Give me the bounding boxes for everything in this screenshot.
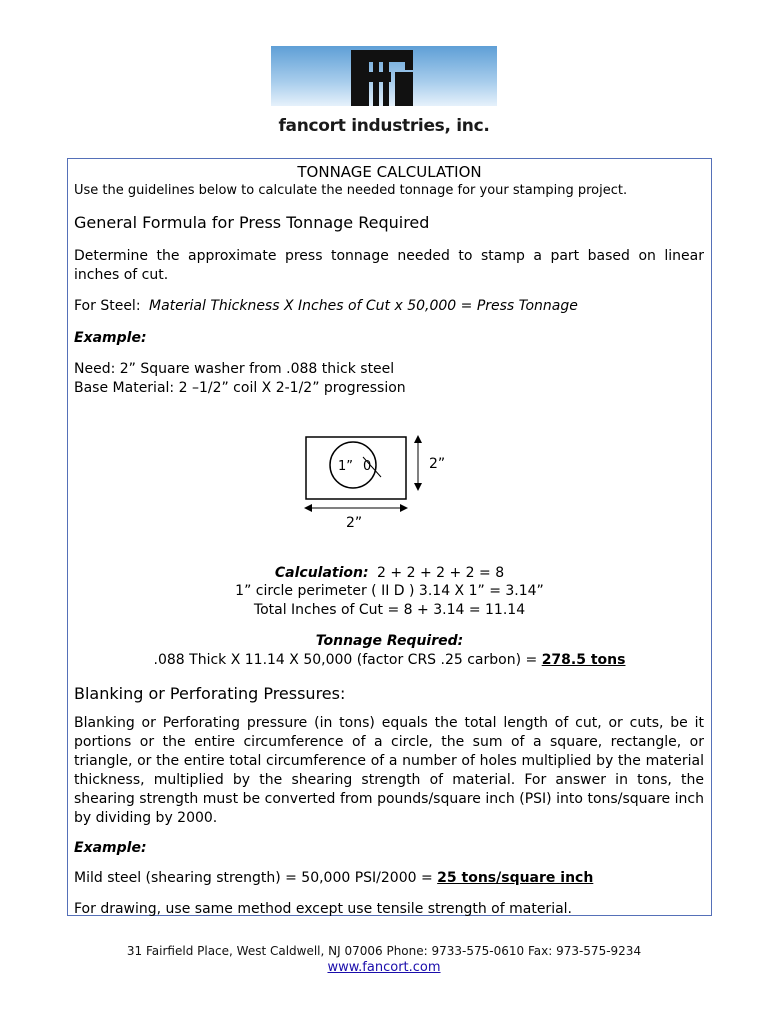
calculation-line xyxy=(68,564,711,582)
mild-steel-formula: Mild steel (shearing strength) = 50,000 PSI/2000 = xyxy=(74,870,438,886)
width-arrow-left xyxy=(304,504,312,512)
circle-perimeter-line: 1” circle perimeter ( II D ) 3.14 X 1” = 3.14” xyxy=(235,583,544,599)
mild-steel-line xyxy=(74,869,593,887)
circle-dimension-label: 1” xyxy=(338,459,354,474)
tonnage-formula: .088 Thick X 11.14 X 50,000 (factor CRS .25 carbon) = xyxy=(153,652,542,668)
for-steel-formula: Material Thickness X Inches of Cut x 50,000 = Press Tonnage xyxy=(149,298,578,314)
width-arrow-right xyxy=(400,504,408,512)
example2-label: Example: xyxy=(74,840,147,856)
base-material-line: Base Material: 2 –1/2” coil X 2-1/2” progression xyxy=(74,380,406,396)
need-line: Need: 2” Square washer from .088 thick steel xyxy=(74,361,395,377)
section1-heading: General Formula for Press Tonnage Required xyxy=(74,213,430,232)
tonnage-line xyxy=(68,651,711,669)
document-title: TONNAGE CALCULATION xyxy=(297,163,482,181)
footer-website xyxy=(0,960,768,975)
fi-logo-mark-icon xyxy=(271,46,497,110)
logo-company-name: fancort industries, inc. xyxy=(278,116,490,136)
tonnage-required-label: Tonnage Required: xyxy=(315,633,464,649)
for-steel-label: For Steel: xyxy=(74,298,141,314)
width-dimension-label: 2” xyxy=(346,515,363,531)
calculation-label: Calculation: xyxy=(274,565,369,581)
section2-heading: Blanking or Perforating Pressures: xyxy=(74,684,346,703)
section1-paragraph: Determine the approximate press tonnage needed to stamp a part based on linear inches of cut. xyxy=(74,248,704,283)
section2-paragraph: Blanking or Perforating pressure (in tons) equals the total length of cut, or cuts, be it portions or the entire circumference of a circle, the sum of a square, rectangle, or triangle, or the entire total circumference of a number of holes multiplied by the material thickness, multiplied by the shearing strength of material. For answer in tons, the shearing strength must be converted from pounds/square inch (PSI) into tons/square inch by dividing by 2000. xyxy=(74,715,704,826)
drawing-note: For drawing, use same method except use tensile strength of material. xyxy=(74,901,572,917)
tonnage-result: 278.5 tons xyxy=(541,652,626,668)
height-dimension-label: 2” xyxy=(429,456,446,472)
height-arrow-bottom xyxy=(414,483,422,491)
footer-address: 31 Fairfield Place, West Caldwell, NJ 07006 Phone: 9733-575-0610 Fax: 973-575-9234 xyxy=(126,944,642,958)
washer-diagram xyxy=(296,429,496,539)
for-steel-line xyxy=(74,297,578,315)
intro-text: Use the guidelines below to calculate the needed tonnage for your stamping project. xyxy=(74,183,628,198)
calculation-value: 2 + 2 + 2 + 2 = 8 xyxy=(377,565,505,581)
height-arrow-top xyxy=(414,435,422,443)
mild-steel-result: 25 tons/square inch xyxy=(437,870,594,886)
company-logo xyxy=(271,46,497,138)
example1-label: Example: xyxy=(74,330,147,346)
website-link[interactable]: www.fancort.com xyxy=(327,960,441,975)
total-inches-line: Total Inches of Cut = 8 + 3.14 = 11.14 xyxy=(253,602,526,618)
content-box xyxy=(67,158,712,916)
center-mark: 0 xyxy=(363,459,372,474)
square-outline xyxy=(306,437,406,499)
